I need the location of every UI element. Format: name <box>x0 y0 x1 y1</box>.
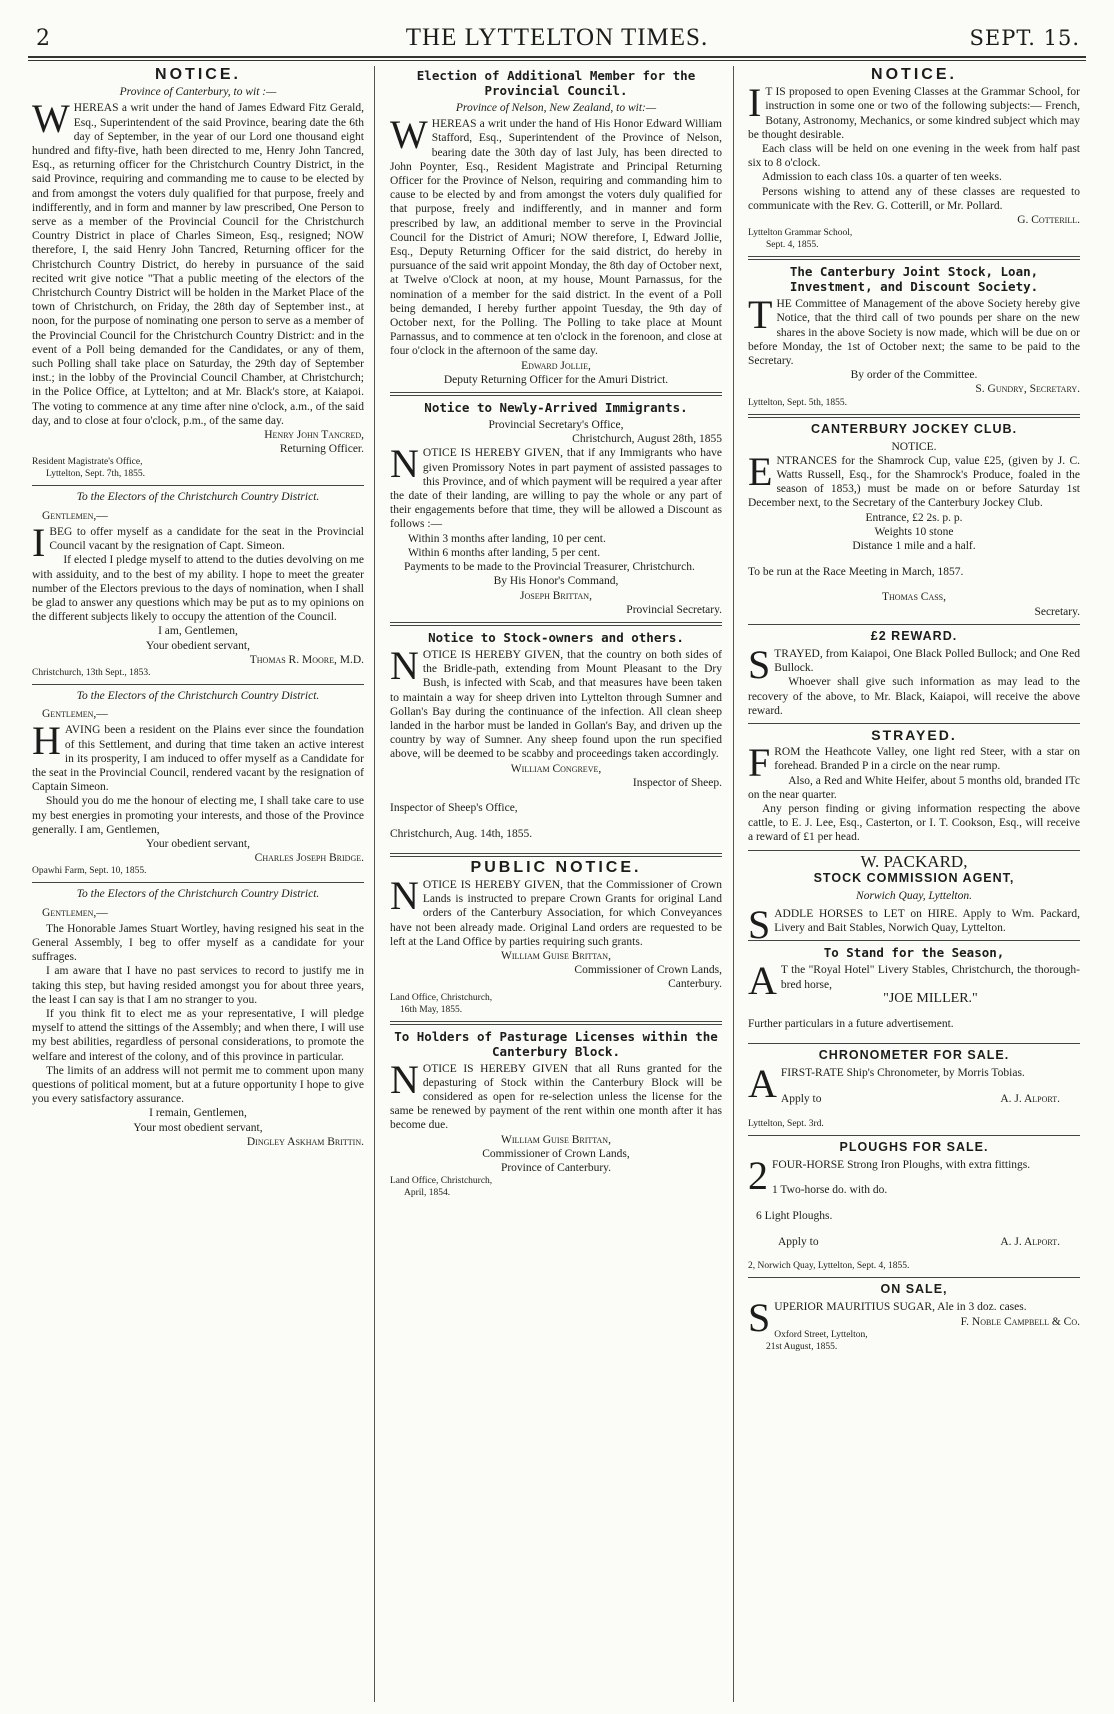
signature-title: Provincial Secretary. <box>626 603 722 616</box>
column-3 <box>748 66 1080 1702</box>
ad-title: The Canterbury Joint Stock, Loan, Investment, and Discount Society. <box>789 264 1039 295</box>
item-line: 1 Two-horse do. with do. <box>772 1184 888 1197</box>
ad-heading: To the Electors of the Christchurch Country District. <box>76 689 320 702</box>
drop-cap: E <box>748 448 773 494</box>
discount-line: Within 3 months after landing, 10 per cent. <box>408 532 606 545</box>
closing: I am, Gentlemen, <box>158 625 238 638</box>
masthead <box>28 22 1086 52</box>
ad-body: Payments to be made to the Provincial Treasurer, Christchurch. <box>404 561 695 574</box>
signature: Dingley Askham Brittin. <box>246 1135 364 1148</box>
ad-body: A T the "Royal Hotel" Livery Stables, Christchurch, the thorough-bred horse, <box>748 958 1080 1004</box>
separator <box>748 624 1080 625</box>
date-line: 16th May, 1855. <box>400 1004 463 1015</box>
column-2 <box>390 66 722 1702</box>
ad-body: I T IS proposed to open Evening Classes at the Grammar School, for instruction in some one or two of the following subjects:— French, Botany, Astronomy, Mechanics, or some kindred subject which may be thought desirable. <box>748 80 1080 141</box>
office: Land Office, Christchurch, <box>390 1176 493 1187</box>
ad-body: Any person finding or giving information respecting the above cattle, to E. J. Lee, Esq., Casterton, or I. T. Cookson, Esq., will receive a reward of £1 per head. <box>748 802 1080 844</box>
separator <box>748 414 1080 418</box>
separator <box>390 622 722 626</box>
drop-cap: A <box>748 1061 777 1107</box>
drop-cap: N <box>390 441 419 487</box>
agent-address: Norwich Quay, Lyttelton. <box>856 889 972 902</box>
notice-evening-classes <box>748 68 1080 251</box>
item-line: 6 Light Ploughs. <box>756 1209 833 1222</box>
office-date: Lyttelton, Sept. 7th, 1855. <box>46 469 145 480</box>
ad-title: £2 REWARD. <box>870 628 958 643</box>
salutation: Gentlemen,— <box>42 509 108 522</box>
office: Inspector of Sheep's Office, <box>390 802 518 815</box>
column-1 <box>32 66 364 1702</box>
ad-body: Should you do me the honour of electing me, I shall take care to use my best energies in promoting your interests, and those of the Province generally. I am, Gentlemen, <box>32 795 364 836</box>
signature: G. Cotterill. <box>1017 214 1080 227</box>
ad-body: STRAYED, from Kaiapoi, One Black Polled Bullock; and One Red Bullock. <box>748 641 1080 687</box>
ad-heading: PUBLIC NOTICE. <box>470 858 642 876</box>
date-line: April, 1854. <box>404 1188 451 1199</box>
drop-cap: A <box>748 958 777 1004</box>
ad-body: NOTICE IS HEREBY GIVEN that all Runs granted for the depasturing of Stock within the Canterbury Block will be considered as open for re-selection unless the license for the same be renewed by payment of the rent within one month after it has become due. <box>390 1056 722 1132</box>
ad-body: Further particulars in a future advertisement. <box>748 1018 954 1031</box>
ad-strayed <box>748 728 1080 845</box>
page-number: 2 <box>36 26 50 51</box>
signature-title: Deputy Returning Officer for the Amuri District. <box>443 373 669 386</box>
ad-jockey-club <box>748 422 1080 619</box>
ad-heading: NOTICE. <box>871 66 957 83</box>
drop-cap: H <box>32 718 61 764</box>
signature-title: Commissioner of Crown Lands, <box>482 1147 630 1160</box>
closing: Your most obedient servant, <box>133 1121 263 1134</box>
signature: Joseph Brittan, <box>520 589 592 602</box>
place: Provincial Secretary's Office, <box>488 419 624 432</box>
address-bridge <box>32 689 364 877</box>
closing: By His Honor's Command, <box>493 575 619 588</box>
apply-line: Apply to A. J. Alport. <box>778 1235 1060 1248</box>
ad-packard <box>748 851 1080 947</box>
separator <box>748 850 1080 851</box>
ad-body: FROM the Heathcote Valley, one light red Steer, with a star on forehead. Branded P in a circle on the near rump. <box>748 740 1080 786</box>
ad-subheading: Province of Nelson, New Zealand, to wit:— <box>455 102 657 114</box>
date-line: Sept. 4, 1855. <box>766 240 819 251</box>
signature: William Congreve, <box>510 762 602 775</box>
ad-title: CANTERBURY JOCKEY CLUB. <box>810 421 1018 436</box>
signature: Charles Joseph Bridge. <box>254 852 364 865</box>
separator <box>32 485 364 486</box>
masthead-rule <box>28 56 1086 61</box>
ad-body: If elected I pledge myself to attend to the duties devolving on me with assiduity, and to the best of my ability. I hope to meet the greater number of the Electors previous to the days of nomination, when I shall be glad to answer any questions which may be put as to my opinions on the different subjects likely to occupy the attention of the Council. <box>32 554 364 624</box>
ad-body: I am aware that I have no past services to record to justify me in taking this step, but having resided amongst you for about three years, the least I can say is that I am no stranger to you. <box>32 965 364 1006</box>
drop-cap: N <box>390 642 419 688</box>
signature: William Guise Brittan, <box>501 1133 611 1146</box>
column-divider <box>374 66 375 1702</box>
office: Land Office, Christchurch, <box>390 992 493 1003</box>
ad-heading: To the Electors of the Christchurch Country District. <box>76 491 320 504</box>
drop-cap: I <box>32 519 46 565</box>
race-detail: Entrance, £2 2s. p. p. <box>865 511 963 524</box>
drop-cap: S <box>748 1295 771 1341</box>
ad-body: AFIRST-RATE Ship's Chronometer, by Morris Tobias. <box>748 1061 1025 1107</box>
ad-body: The limits of an address will not permit me to comment upon many questions of political moment, but at a future opportunity I hope to give you every satisfactory assurance. <box>32 1064 364 1106</box>
race-detail: To be run at the Race Meeting in March, 1857. <box>748 565 964 578</box>
ad-title: PLOUGHS FOR SALE. <box>839 1139 989 1154</box>
separator <box>748 1135 1080 1136</box>
signature: F. Noble Campbell & Co. <box>960 1315 1080 1328</box>
signature: Thomas R. Moore, M.D. <box>249 653 364 666</box>
date-line: Lyttelton, Sept. 3rd. <box>748 1118 824 1129</box>
address-brittin <box>32 887 364 1149</box>
drop-cap: S <box>748 641 771 687</box>
separator <box>748 1043 1080 1044</box>
signature: Edward Jollie, <box>521 359 591 372</box>
date-line: 21st August, 1855. <box>766 1341 838 1352</box>
ad-title: To Stand for the Season, <box>823 945 1005 961</box>
ad-heading: STRAYED. <box>871 726 957 743</box>
horse-name: "JOE MILLER." <box>883 990 978 1006</box>
separator <box>390 853 722 857</box>
ad-subheading: Province of Canterbury, to wit :— <box>119 86 277 99</box>
ad-title: CHRONOMETER FOR SALE. <box>818 1048 1010 1063</box>
drop-cap: W <box>32 96 70 142</box>
address-moore <box>32 490 364 678</box>
drop-cap: S <box>748 901 771 947</box>
discount-line: Within 6 months after landing, 5 per cent. <box>408 546 601 559</box>
notice-by-election <box>32 68 364 480</box>
race-detail: Distance 1 mile and a half. <box>852 540 976 553</box>
public-notice <box>390 858 722 1016</box>
ad-joint-stock <box>748 264 1080 408</box>
drop-cap: N <box>390 873 419 919</box>
school: Lyttelton Grammar School, <box>748 228 853 239</box>
signature-title: Commissioner of Crown Lands, <box>574 964 722 977</box>
ad-body: If you think fit to elect me as your representative, I will pledge myself to attend the sittings of the Assembly; and when there, I will use my best abilities, regardless of personal considerations, to promote the welfare and interest of the colony, and of this province in particular. <box>32 1007 364 1063</box>
separator <box>390 392 722 396</box>
ad-body: THE Committee of Management of the above Society hereby give Notice, that the third call of two pounds per share on the new shares in the above Society is now made, which will be due on or before Monday, the 1st of October next; the same to be paid to the Secretary. <box>748 292 1080 368</box>
column-divider <box>733 66 734 1702</box>
signature-place: Province of Canterbury. <box>500 1162 612 1175</box>
ad-body: SADDLE HORSES to LET on HIRE. Apply to Wm. Packard, Livery and Bait Stables, Norwich Quay, Lyttelton. <box>748 901 1080 947</box>
separator <box>390 1021 722 1025</box>
signature-title: Secretary. <box>1034 605 1080 618</box>
office: Resident Magistrate's Office, <box>32 457 143 468</box>
ad-body: IBEG to offer myself as a candidate for the seat in the Provincial Council vacant by the resignation of Capt. Simeon. <box>32 519 364 565</box>
ad-body: NOTICE IS HEREBY GIVEN, that the Commissioner of Crown Lands is instructed to prepare Crown Grants for original Land orders of the Canterbury Association, for which Conveyances have not been already made. Original Land orders are requested to be left at the Land Office by parties requiring such grants. <box>390 873 722 948</box>
drop-cap: F <box>748 740 771 786</box>
ad-body: WHEREAS a writ under the hand of His Honor Edward William Stafford, Esq., Superintendent of the Province of Nelson, bearing date the 30th day of last July, has been directed to John Poynter, Esq., Resident Magistrate and Principal Returning Officer for the Province of Nelson, requiring and commanding him to cause to be elected by and from amongst the voters duly qualified for that purpose, freely and indifferently, and in manner and form prescribed by law, an additional member to serve in the Provincial Council for the District of Amuri; NOW therefore, I, Edward Jollie, Esq., Deputy Returning Officer for the said district, do hereby in pursuance of the said writ appoint Monday, the 8th day of October next, at Twelve o'Clock at noon, at my house, Mount Parnassus, for the nomination of a member for the said district. In the event of a Poll being demanded, I hereby further appoint Tuesday, the 9th day of October next, for the Polling. The Polling to take place at Mount Parnassus, and to commence at ten o'clock in the forenoon, and close at four o'clock in the afternoon of the same day. <box>390 112 722 358</box>
ad-body: Admission to each class 10s. a quarter of ten weeks. <box>762 171 1002 184</box>
salutation: Gentlemen,— <box>42 906 108 919</box>
drop-cap: T <box>748 292 773 338</box>
newspaper-title: THE LYTTELTON TIMES. <box>405 24 709 51</box>
signature-title: Returning Officer. <box>279 443 364 456</box>
ad-body: HAVING been a resident on the Plains ever since the foundation of this Settlement, and during that time taken an active interest in its prosperity, I am induced to offer myself as a Candidate for the seat in the Provincial Council, rendered vacant by the resignation of Captain Simeon. <box>32 718 364 794</box>
ad-reward <box>748 629 1080 718</box>
ad-body: Whoever shall give such information as may lead to the recovery of the above, to Mr. Black, Kaiapoi, will receive the above reward. <box>748 676 1080 717</box>
closing: Your obedient servant, <box>146 639 250 652</box>
ad-body: ENTRANCES for the Shamrock Cup, value £25, (given by J. C. Watts Russell, Esq., for the Shamrock's Produce, foaled in the season of 1853,) must be made on or before Saturday 1st December next, to the Secretary of the Canterbury Jockey Club. <box>748 448 1080 510</box>
separator <box>748 256 1080 260</box>
closing: I remain, Gentlemen, <box>149 1107 247 1120</box>
closing: Your obedient servant, <box>146 837 250 850</box>
separator <box>748 723 1080 724</box>
ad-heading: To the Electors of the Christchurch Country District. <box>76 888 320 901</box>
drop-cap: W <box>390 112 428 158</box>
signature: Thomas Cass, <box>881 591 946 604</box>
date-line: Christchurch, Aug. 14th, 1855. <box>390 828 533 841</box>
ad-title: Notice to Stock-owners and others. <box>428 629 684 645</box>
apply-line: Apply to A. J. Alport. <box>780 1092 1060 1105</box>
agent-name: W. PACKARD, <box>860 851 968 871</box>
ad-body: SUPERIOR MAURITIUS SUGAR, Ale in 3 doz. cases. <box>748 1295 1027 1341</box>
signature: Henry John Tancred, <box>264 429 364 442</box>
salutation: Gentlemen,— <box>42 708 108 721</box>
ad-heading: NOTICE. <box>155 66 241 83</box>
ad-body: NOTICE IS HEREBY GIVEN, that if any Immigrants who have given Promissory Notes in part payment of assisted passages to this Province, and of which payment will be required a year after the date of their landing, are willing to pay the whole or any part of their engagements before that time, they will be allowed a Discount as follows :— <box>390 441 722 531</box>
notice-stock-owners <box>390 630 722 841</box>
signature-place: Canterbury. <box>668 978 722 991</box>
separator <box>748 1277 1080 1278</box>
ad-body: WHEREAS a writ under the hand of James Edward Fitz Gerald, Esq., Superintendent of the said Province, bearing date the 6th day of September, in the year of our Lord one thousand eight hundred and fifty-five, hath been directed to me, Henry John Tancred, Esq., as returning officer for the Christchurch Country District, in the said Province, requiring and commanding me to cause to be elected by and from amongst the voters duly qualified for that purpose, freely and indifferently, and in form and manner by law prescribed, One Person to serve as a member of the Provincial Council for the Christchurch Country District in place of Charles Simeon, Esq., resigned; NOW therefore, I, the said Henry John Tancred, Returning officer for the Christchurch Country District, do hereby in pursuance of the said recited writ give notice "That a public meeting of the electors of the Christchurch Country District will be holden in the Market Place of the town of Christchurch, on Friday, the 28th day of September inst., at noon, for the purpose of nominating one person to serve as a member of the Provincial Council for the Christchurch Country District: and in the event of a Poll being demanded for the Candidates, or any of them, such Polling shall take place on Saturday, the 29th day of September inst.; in the lobby of the Provincial Council Chamber, at Christchurch; in the Police Office, at Lyttelton; and at Mr. Black's store, at Kaiapoi. The voting to commence at any time after nine o'clock, a.m., of the said day, and to close at four o'clock, p.m., of the same day. <box>32 96 364 427</box>
order-line: By order of the Committee. <box>850 369 978 382</box>
signature: William Guise Brittan, <box>501 950 611 963</box>
issue-date: SEPT. 15. <box>969 26 1080 50</box>
ad-title: Notice to Newly-Arrived Immigrants. <box>424 400 688 416</box>
ad-body: Each class will be held on one evening in the week from half past six to 8 o'clock. <box>748 143 1080 170</box>
separator <box>748 940 1080 941</box>
notice-pasturage <box>390 1029 722 1200</box>
ad-chronometer <box>748 1048 1080 1129</box>
race-detail: Weights 10 stone <box>874 525 954 538</box>
agent-role: STOCK COMMISSION AGENT, <box>813 870 1015 885</box>
notice-immigrants <box>390 400 722 617</box>
drop-cap: I <box>748 80 762 126</box>
address-line: 2, Norwich Quay, Lyttelton, Sept. 4, 1855. <box>748 1261 910 1272</box>
ad-body: NOTICE IS HEREBY GIVEN, that the country on both sides of the Bridle-path, extending from Mount Pleasant to the Dry Bush, is infected with Scab, and that measures have been taken to maintain a way for sheep driven into Lyttelton through Sumner and Gollan's Bay during the continuance of the infection. All clean sheep landed in the harbor must be landed in Gollan's Bay, and driven up the country by way of Sumner. Any sheep found upon the run specified above, will be deemed to be scabby and proceedings taken accordingly. <box>390 642 722 761</box>
date-line: Christchurch, August 28th, 1855 <box>572 433 722 446</box>
ad-ploughs <box>748 1140 1080 1273</box>
signature-title: Inspector of Sheep. <box>632 776 722 789</box>
ad-title: To Holders of Pasturage Licenses within the Canterbury Block. <box>394 1028 718 1059</box>
separator <box>32 684 364 685</box>
signature: S. Gundry, Secretary. <box>975 383 1080 396</box>
ad-title: Election of Additional Member for the Provincial Council. <box>416 68 696 98</box>
ad-sugar <box>748 1282 1080 1352</box>
drop-cap: N <box>390 1056 419 1102</box>
date-line: Lyttelton, Sept. 5th, 1855. <box>748 397 847 408</box>
ad-body: Persons wishing to attend any of these classes are requested to communicate with the Rev. G. Cotterill, or Mr. Pollard. <box>748 185 1080 212</box>
address-line: Oxford Street, Lyttelton, <box>774 1329 868 1340</box>
drop-cap: 2 <box>748 1152 768 1198</box>
ad-stallion <box>748 945 1080 1031</box>
notice-label: NOTICE. <box>891 440 937 453</box>
ad-body: 2 FOUR-HORSE Strong Iron Ploughs, with extra fittings. <box>748 1152 1031 1198</box>
ad-body: The Honorable James Stuart Wortley, having resigned his seat in the General Assembly, I beg to offer myself as a candidate for your suffrages. <box>32 922 364 964</box>
date-line: Opawhi Farm, Sept. 10, 1855. <box>32 866 147 877</box>
separator <box>32 882 364 883</box>
date-line: Christchurch, 13th Sept., 1853. <box>32 667 151 678</box>
ad-title: ON SALE, <box>880 1282 948 1297</box>
notice-amuri-election <box>390 68 722 387</box>
ad-body: Also, a Red and White Heifer, about 5 months old, branded ITc on the near quarter. <box>748 774 1080 801</box>
